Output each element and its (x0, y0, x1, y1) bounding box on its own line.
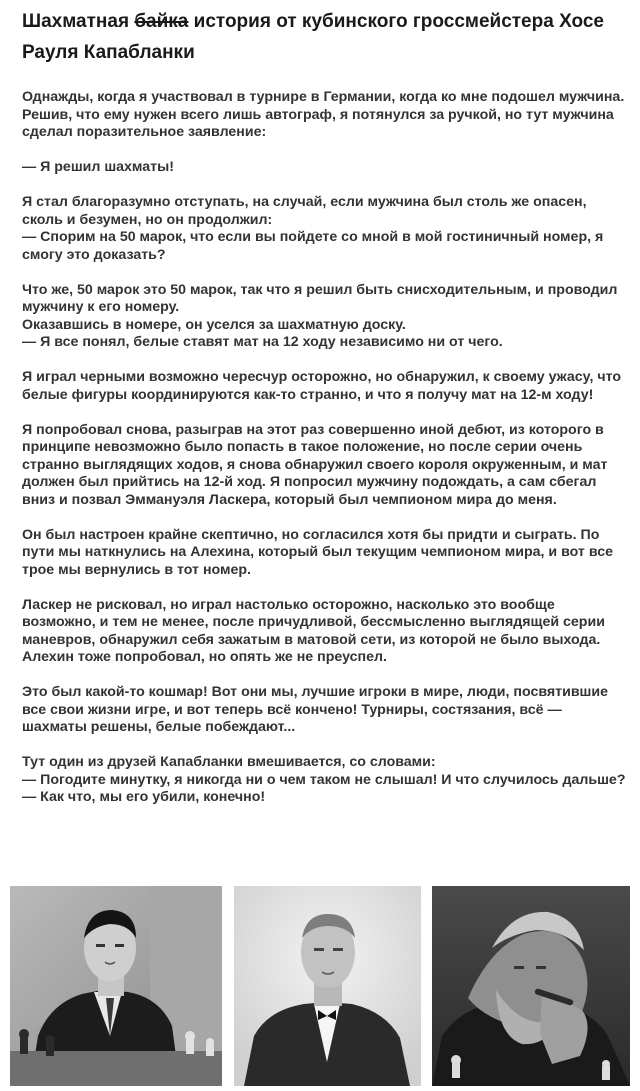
story-line: Тут один из друзей Капабланки вмешивается, со словами: (22, 754, 436, 770)
photo-capablanca (10, 886, 222, 1086)
story-line: Оказавшись в номере, он уселся за шахматную доску. (22, 316, 406, 333)
story-paragraph: — Я решил шахматы! (22, 159, 174, 175)
story-paragraph (22, 282, 626, 352)
story-paragraph: Я попробовал снова, разыграв на этот раз совершенно иной дебют, из которого в принципе невозможно было попасть в такое положение, но после серии очень странно выглядящих ходов, я снова обнаружил своего короля окруженным, и мат должен был прийтись на 12-й ход. Я попросил мужчину подождать, а сам сбегал вниз и позвал Эммануэля Ласкера, который был чемпионом мира до меня. (22, 421, 608, 508)
title-part-1: Шахматная (22, 11, 135, 32)
photo-strip (10, 886, 630, 1086)
photo-lasker (432, 886, 630, 1086)
story-paragraph (22, 754, 626, 807)
title-struck-word: байка (134, 11, 189, 32)
story-paragraph: Ласкер не рисковал, но играл настолько осторожно, насколько это вообще возможно, и тем не менее, после причудливой, бессмысленно выглядящей серии маневров, обнаружил себя зажатым в матовой сети, из которой не было выхода. Алехин тоже попробовал, но опять же не преуспел. (22, 596, 605, 665)
story-paragraph: Это был какой-то кошмар! Вот они мы, лучшие игроки в мире, люди, посвятившие все свои жизни игре, и вот теперь всё кончено! Турниры, состязания, всё — шахматы решены, белые побеждают... (22, 684, 608, 735)
story-paragraph: Я играл черными возможно чересчур осторожно, но обнаружил, к своему ужасу, что белые фигуры координируются как-то странно, и что я получу мат на 12-м ходу! (22, 369, 622, 403)
story-line: — Я все понял, белые ставят мат на 12 ходу независимо ни от чего. (22, 334, 503, 350)
portrait-photo-2 (234, 886, 421, 1086)
story-paragraph: Однажды, когда я участвовал в турнире в Германии, когда ко мне подошел мужчина. Решив, что ему нужен всего лишь автограф, я потянулся за ручкой, но тут мужчина сделал поразительное заявление: (22, 89, 625, 140)
story-paragraph: Он был настроен крайне скептично, но согласился хотя бы придти и сыграть. По пути мы наткнулись на Алехина, который был текущим чемпионом мира, и вот все трое мы вернулись в тот номер. (22, 526, 613, 578)
story-line: — Как что, мы его убили, конечно! (22, 789, 266, 805)
title-part-2: история от кубинского гроссмейстера Хосе Рауля Капабланки (22, 11, 604, 63)
story-line: — Спорим на 50 марок, что если вы пойдете со мной в мой гостиничный номер, я смогу это доказать? (22, 229, 604, 263)
portrait-photo-1 (10, 886, 222, 1086)
story-line: Что же, 50 марок это 50 марок, так что я решил быть снисходительным, и проводил мужчину к его номеру. (22, 281, 618, 315)
article-title (22, 6, 622, 68)
story-body (22, 89, 626, 807)
photo-alekhine (234, 886, 421, 1086)
story-line: — Погодите минутку, я никогда ни о чем таком не слышал! И что случилось дальше? (22, 771, 626, 788)
portrait-photo-3 (432, 886, 630, 1086)
story-line: Я стал благоразумно отступать, на случай, если мужчина был столь же опасен, сколь и безумен, но он продолжил: (22, 194, 587, 228)
story-paragraph (22, 194, 626, 264)
